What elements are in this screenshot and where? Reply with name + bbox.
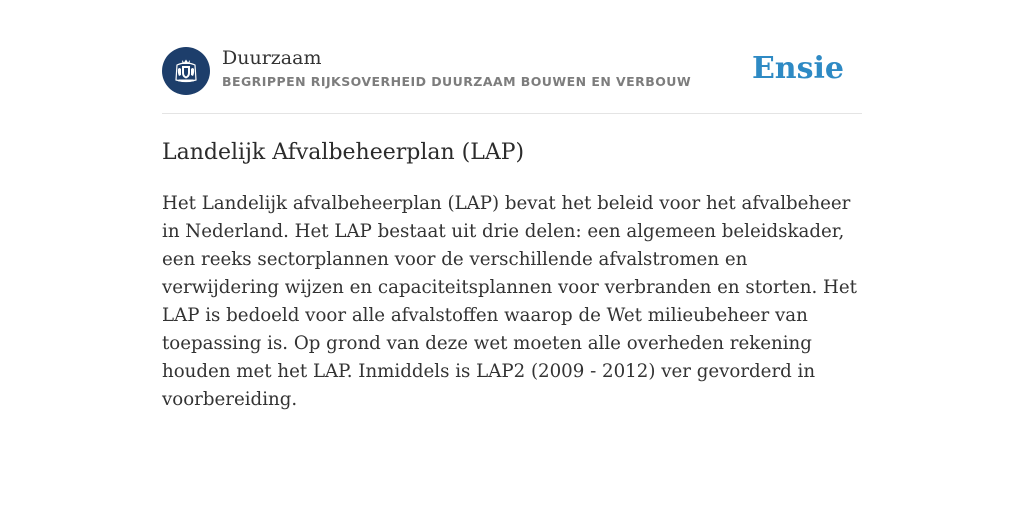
article-body: Het Landelijk afvalbeheerplan (LAP) bevat het beleid voor het afvalbeheer in Nederland. Het LAP bestaat uit drie delen: een algemeen beleidskader, een reeks sectorplannen voor de verschillende afvalstromen en verwijdering wijzen en capaciteitsplannen voor verbranden en storten. Het LAP is bedoeld voor alle afvalstoffen waarop de Wet milieubeheer van toepassing is. Op grond van deze wet moeten alle overheden rekening houden met het LAP. Inmiddels is LAP2 (2009 - 2012) ver gevorderd in voorbereiding.	[162, 193, 857, 410]
site-subtitle: BEGRIPPEN RIJKSOVERHEID DUURZAAM BOUWEN EN VERBOUW	[222, 74, 692, 89]
header-divider	[162, 113, 862, 114]
site-name[interactable]: Duurzaam	[222, 47, 322, 69]
rijksoverheid-logo-icon[interactable]	[162, 47, 210, 95]
brand-logo[interactable]: Ensie	[751, 51, 844, 86]
coat-of-arms-icon	[169, 54, 203, 88]
header	[162, 46, 862, 96]
article-title: Landelijk Afvalbeheerplan (LAP)	[162, 140, 525, 165]
